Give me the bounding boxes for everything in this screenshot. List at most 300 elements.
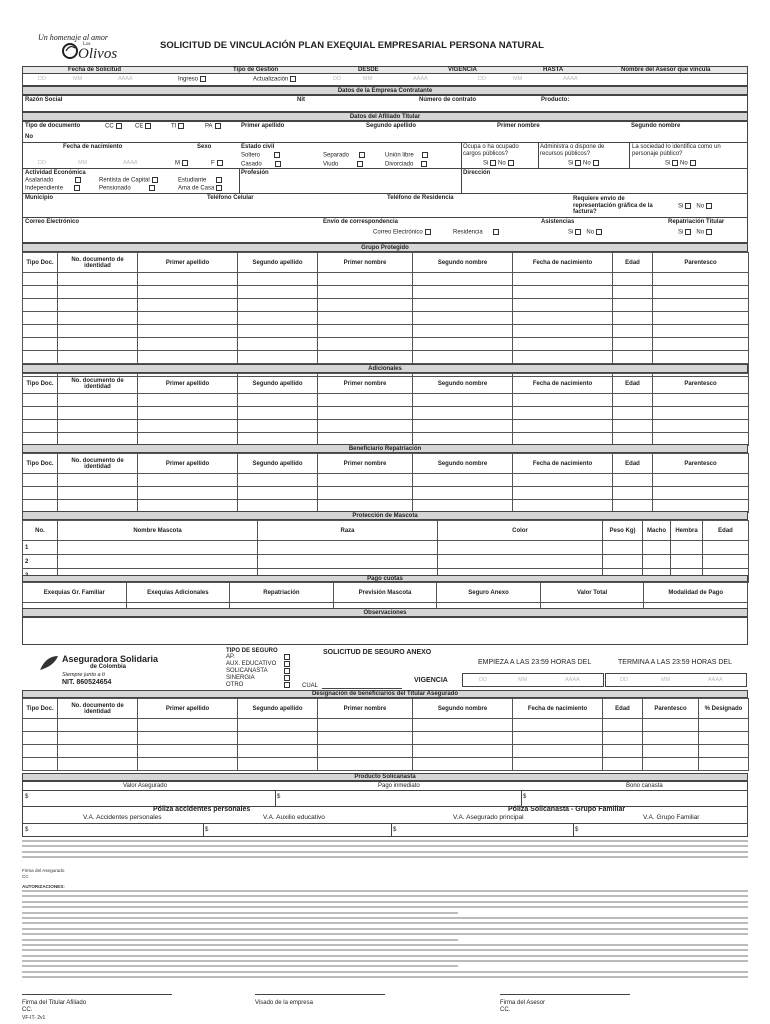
- grupo-header: Grupo Protegido: [22, 243, 748, 252]
- poliza-solicanasta-label: Póliza Solicanasta - Grupo Familiar: [508, 806, 626, 813]
- mm-placeholder[interactable]: MM: [73, 76, 83, 82]
- envio-correo-checkbox[interactable]: [425, 229, 431, 235]
- adicionales-col-4: Primer nombre: [318, 374, 413, 394]
- vig-desde-mm: MM: [518, 677, 528, 683]
- tel-celular-label: Teléfono Celular: [207, 195, 254, 201]
- solicanasta-header: Producto Solicanasta: [22, 773, 748, 781]
- observaciones-header: Observaciones: [22, 608, 748, 617]
- asistencias-si-label: Si: [568, 229, 574, 236]
- actualizacion-option[interactable]: [253, 76, 296, 83]
- ce-label: CE: [135, 123, 144, 130]
- requiere-si-label: Si: [678, 203, 684, 210]
- tipo-doc-label: Tipo de documento: [25, 123, 81, 129]
- fine-print-line: [22, 890, 748, 892]
- primer-apellido-label: Primer apellido: [241, 123, 285, 129]
- firma-titular-cc: CC.: [22, 1007, 33, 1013]
- beneficiario-col-4: Primer nombre: [318, 454, 413, 474]
- aseguradora-leaf-icon: [38, 654, 60, 672]
- divorciado-option[interactable]: [385, 161, 427, 168]
- actividad-label: Actividad Económica: [25, 170, 86, 176]
- aseguradora-country: de Colombia: [90, 664, 127, 670]
- union-checkbox[interactable]: [422, 152, 428, 158]
- envio-correo-option[interactable]: [373, 229, 431, 236]
- municipio-label: Municipio: [25, 195, 53, 201]
- envio-residencia-option[interactable]: [453, 229, 499, 236]
- va-acc-currency: $: [25, 827, 29, 833]
- fine-print-line: [22, 851, 748, 853]
- independiente-option[interactable]: [25, 185, 80, 192]
- table-row[interactable]: [23, 474, 749, 487]
- empresa-row: [22, 95, 748, 112]
- seguro-opt-aux[interactable]: AUX. EDUCATIVO: [226, 661, 277, 667]
- ingreso-option[interactable]: [178, 76, 206, 83]
- divorciado-checkbox[interactable]: [421, 161, 427, 167]
- aseguradora-name: Aseguradora Solidaria: [62, 654, 159, 664]
- tipo-gestion-label: Tipo de Gestión: [233, 67, 279, 73]
- m-label: M: [175, 160, 180, 167]
- cc-checkbox[interactable]: [116, 123, 122, 129]
- envio-correo-label: Correo Electrónico: [373, 229, 423, 236]
- table-row[interactable]: [23, 312, 749, 325]
- seguro-ap-checkbox[interactable]: [284, 654, 290, 660]
- requiere-answer[interactable]: [678, 203, 712, 210]
- table-row[interactable]: [23, 745, 749, 758]
- asistencias-no-label: No: [586, 229, 595, 236]
- beneficiario-col-2: Primer apellido: [138, 454, 238, 474]
- adicionales-col-6: Fecha de nacimiento: [513, 374, 613, 394]
- asalariado-checkbox[interactable]: [75, 177, 81, 183]
- designacion-col-1: No. documento de identidad: [58, 699, 138, 719]
- seguro-opt-ap[interactable]: AP.: [226, 654, 235, 660]
- observaciones-field[interactable]: [22, 617, 748, 645]
- seguro-opt-solicanasta[interactable]: SOLICANASTA: [226, 668, 268, 674]
- ti-label: TI: [171, 123, 177, 130]
- separado-option[interactable]: [323, 152, 365, 159]
- adicionales-header: Adicionales: [22, 364, 748, 373]
- casado-label: Casado: [241, 161, 262, 168]
- mascota-col-edad: Edad: [703, 521, 749, 541]
- adicionales-col-2: Primer apellido: [138, 374, 238, 394]
- segundo-nombre-label: Segundo nombre: [631, 123, 681, 129]
- designacion-col-7: Edad: [603, 699, 643, 719]
- table-row[interactable]: [23, 719, 749, 732]
- table-row[interactable]: [23, 420, 749, 433]
- correo-label: Correo Electrónico: [25, 219, 80, 225]
- cual-field[interactable]: [322, 688, 402, 689]
- fine-print-line: [22, 928, 748, 930]
- seguro-solicanasta-checkbox[interactable]: [284, 668, 290, 674]
- pago-col-total: Valor Total: [540, 583, 644, 603]
- fine-print-line: [22, 976, 748, 978]
- table-row[interactable]: [23, 325, 749, 338]
- designacion-col-5: Segundo nombre: [413, 699, 513, 719]
- designacion-header: Designación de beneficiarios del Titular Asegurado: [22, 690, 748, 698]
- no-label: No: [25, 134, 33, 140]
- designacion-col-4: Primer nombre: [318, 699, 413, 719]
- q3-answer[interactable]: [665, 160, 696, 167]
- asistencias-si-checkbox[interactable]: [575, 229, 581, 235]
- pensionado-label: Pensionado: [99, 185, 131, 192]
- ce-checkbox[interactable]: [145, 123, 151, 129]
- mascota-table: [22, 520, 748, 583]
- sexo-m-option[interactable]: [175, 160, 188, 167]
- tipo-seguro-label: TIPO DE SEGURO: [226, 648, 278, 654]
- designacion-col-3: Segundo apellido: [238, 699, 318, 719]
- requiere-si-checkbox[interactable]: [685, 203, 691, 209]
- valor-asegurado-label: Valor Asegurado: [123, 783, 167, 789]
- asistencias-label: Asistencias: [541, 219, 575, 225]
- viudo-option[interactable]: [323, 161, 363, 168]
- vigencia-hasta-field[interactable]: [605, 673, 747, 687]
- rentista-option[interactable]: [99, 177, 158, 184]
- union-option[interactable]: [385, 152, 428, 159]
- visado-line[interactable]: [255, 994, 385, 995]
- primer-nombre-label: Primer nombre: [497, 123, 540, 129]
- table-row[interactable]: [23, 555, 749, 569]
- fine-print-line: [22, 949, 748, 951]
- mascota-col-raza: Raza: [258, 521, 438, 541]
- repatriacion-no-checkbox[interactable]: [706, 229, 712, 235]
- nac-aaaa[interactable]: AAAA: [123, 160, 138, 166]
- estudiante-checkbox[interactable]: [216, 177, 222, 183]
- grupo-col-7: Edad: [613, 253, 653, 273]
- desde-dd[interactable]: DD: [333, 76, 341, 82]
- seguro-opt-otro[interactable]: OTRO: [226, 682, 244, 688]
- q3-text: La sociedad lo identifica como un personaje público?: [632, 144, 721, 157]
- grupo-col-8: Parentesco: [653, 253, 749, 273]
- hasta-label: HASTA: [543, 67, 564, 73]
- logo-tagline: Un homenaje al amor: [38, 33, 108, 42]
- fine-print-line: [22, 944, 748, 946]
- fine-print-line: [22, 901, 748, 903]
- grupo-table: [22, 252, 748, 377]
- fine-print-line: [22, 922, 748, 924]
- f-label: F: [211, 160, 215, 167]
- valor-currency: $: [25, 794, 29, 800]
- union-label: Unión libre: [385, 152, 414, 159]
- q3-si-label: Si: [665, 160, 671, 167]
- q2-si-label: Si: [568, 160, 574, 167]
- beneficiario-col-1: No. documento de identidad: [58, 454, 138, 474]
- beneficiario-col-7: Edad: [613, 454, 653, 474]
- adicionales-col-7: Edad: [613, 374, 653, 394]
- fecha-nac-label: Fecha de nacimiento: [63, 144, 123, 150]
- fine-print-top: [22, 840, 748, 862]
- requiere-label: Requiere envío de representación gráfica de la factura?: [573, 196, 653, 215]
- adicionales-table: [22, 373, 748, 446]
- sexo-f-option[interactable]: [211, 160, 223, 167]
- desde-aaaa[interactable]: AAAA: [413, 76, 428, 82]
- contrato-label: Número de contrato: [419, 97, 477, 103]
- adicionales-col-8: Parentesco: [653, 374, 749, 394]
- vig-desde-dd: DD: [479, 677, 487, 683]
- ama-label: Ama de Casa: [178, 185, 215, 192]
- aaaa-placeholder[interactable]: AAAA: [118, 76, 133, 82]
- bono-currency: $: [523, 794, 527, 800]
- separado-label: Separado: [323, 152, 350, 159]
- autorizaciones-label: AUTORIZACIONES:: [22, 884, 65, 889]
- profesion-label: Profesión: [241, 170, 269, 176]
- hasta-aaaa[interactable]: AAAA: [563, 76, 578, 82]
- ingreso-checkbox[interactable]: [200, 76, 206, 82]
- envio-label: Envío de correspondencia: [323, 219, 399, 225]
- grupo-col-5: Segundo nombre: [413, 253, 513, 273]
- hasta-dd[interactable]: DD: [478, 76, 486, 82]
- table-row[interactable]: [23, 407, 749, 420]
- table-row[interactable]: [23, 273, 749, 286]
- viudo-label: Viudo: [323, 161, 339, 168]
- fine-print-line: [22, 917, 748, 919]
- rentista-checkbox[interactable]: [152, 177, 158, 183]
- solicanasta-section: [22, 781, 748, 837]
- asalariado-label: Asalariado: [25, 177, 54, 184]
- beneficiario-col-8: Parentesco: [653, 454, 749, 474]
- firma-asesor-line[interactable]: [500, 994, 630, 995]
- nac-mm[interactable]: MM: [78, 160, 88, 166]
- mascota-col-color: Color: [438, 521, 603, 541]
- vigencia-desde-field[interactable]: [462, 673, 604, 687]
- designacion-col-9: % Designado: [699, 699, 749, 719]
- beneficiario-col-3: Segundo apellido: [238, 454, 318, 474]
- seguro-anexo-title: SOLICITUD DE SEGURO ANEXO: [323, 649, 432, 656]
- separado-checkbox[interactable]: [359, 152, 365, 158]
- envio-residencia-checkbox[interactable]: [493, 229, 499, 235]
- vig-hasta-aaaa: AAAA: [708, 677, 723, 683]
- pa-label: PA: [205, 123, 213, 130]
- m-checkbox[interactable]: [182, 160, 188, 166]
- repatriacion-answer[interactable]: [678, 229, 712, 236]
- fecha-solicitud-label: Fecha de Solicitud: [68, 67, 122, 73]
- beneficiario-col-6: Fecha de nacimiento: [513, 454, 613, 474]
- pensionado-checkbox[interactable]: [149, 185, 155, 191]
- empresa-header: Datos de la Empresa Contratante: [22, 86, 748, 95]
- mascota-col-macho: Macho: [643, 521, 671, 541]
- pa-checkbox[interactable]: [215, 123, 221, 129]
- q3-no-label: No: [680, 160, 688, 167]
- top-row: [22, 66, 748, 86]
- table-row[interactable]: [23, 299, 749, 312]
- tipo-seguro-block: [226, 648, 296, 692]
- designacion-table: [22, 698, 748, 771]
- estudiante-option[interactable]: [178, 177, 222, 184]
- soltero-checkbox[interactable]: [274, 152, 280, 158]
- ce-option[interactable]: [135, 123, 151, 130]
- adicionales-col-0: Tipo Doc.: [23, 374, 58, 394]
- va-aux-currency: $: [205, 827, 209, 833]
- grupo-col-6: Fecha de nacimiento: [513, 253, 613, 273]
- independiente-checkbox[interactable]: [74, 185, 80, 191]
- beneficiario-col-0: Tipo Doc.: [23, 454, 58, 474]
- q1-answer[interactable]: [483, 160, 514, 167]
- va-auxilio-label: V.A. Auxilio educativo: [263, 814, 325, 821]
- q2-text: Administra o dispone de recursos públicos?: [540, 144, 605, 157]
- designacion-col-8: Parentesco: [643, 699, 699, 719]
- seguro-otro-checkbox[interactable]: [284, 682, 290, 688]
- cual-label: CUAL: [302, 683, 319, 689]
- repatriacion-no-label: No: [696, 229, 705, 236]
- afiliado-section: [22, 121, 748, 243]
- nit-label: Nit: [297, 97, 305, 103]
- sexo-label: Sexo: [197, 144, 212, 150]
- f-checkbox[interactable]: [217, 160, 223, 166]
- cc-asegurado-label: CC: [22, 874, 29, 879]
- empieza-label: EMPIEZA A LAS 23:59 HORAS DEL: [478, 659, 592, 666]
- vig-hasta-mm: MM: [661, 677, 671, 683]
- ingreso-label: Ingreso: [178, 76, 199, 83]
- hasta-mm[interactable]: MM: [513, 76, 523, 82]
- pago-currency: $: [277, 794, 281, 800]
- firma-asegurado-label: Firma del Asegurado: [22, 868, 65, 873]
- fine-print-line: [22, 971, 748, 973]
- seguro-sinergia-checkbox[interactable]: [284, 675, 290, 681]
- termina-label: TERMINA A LAS 23:59 HORAS DEL: [618, 659, 732, 666]
- envio-residencia-label: Residencia: [453, 229, 483, 236]
- form-code: VF-IT- 2v1: [22, 1015, 46, 1021]
- grupo-col-1: No. documento de identidad: [58, 253, 138, 273]
- fine-print-line: [22, 955, 748, 957]
- ti-option[interactable]: [171, 123, 184, 130]
- aseguradora-logo: [38, 652, 188, 692]
- mascota-col-hembra: Hembra: [671, 521, 703, 541]
- ama-checkbox[interactable]: [216, 185, 222, 191]
- vigencia-seguro-label: VIGENCIA: [414, 677, 448, 684]
- soltero-option[interactable]: [241, 152, 280, 159]
- segundo-apellido-label: Segundo apellido: [366, 123, 417, 129]
- va-grupo-currency: $: [575, 827, 579, 833]
- pago-col-exequias: Exequias Gr. Familiar: [23, 583, 127, 603]
- cc-option[interactable]: [105, 123, 122, 130]
- beneficiario-col-5: Segundo nombre: [413, 454, 513, 474]
- table-row[interactable]: [23, 758, 749, 771]
- table-row[interactable]: [23, 487, 749, 500]
- grupo-col-4: Primer nombre: [318, 253, 413, 273]
- mascota-col-no: No.: [23, 521, 58, 541]
- actualizacion-label: Actualización: [253, 76, 289, 83]
- casado-option[interactable]: [241, 161, 281, 168]
- q2-si-checkbox[interactable]: [575, 160, 581, 166]
- repatriacion-si-label: Si: [678, 229, 684, 236]
- asalariado-option[interactable]: [25, 177, 81, 184]
- q1-text: Ocupa o ha ocupado cargos públicos?: [463, 144, 519, 157]
- estado-civil-label: Estado civil: [241, 144, 275, 150]
- direccion-label: Dirección: [463, 170, 491, 176]
- q1-si-checkbox[interactable]: [490, 160, 496, 166]
- pa-option[interactable]: [205, 123, 221, 130]
- cc-label: CC: [105, 123, 114, 130]
- designacion-col-2: Primer apellido: [138, 699, 238, 719]
- va-grupo-label: V.A. Grupo Familiar: [643, 814, 700, 821]
- grupo-col-0: Tipo Doc.: [23, 253, 58, 273]
- soltero-label: Soltero: [241, 152, 261, 159]
- q3-no-checkbox[interactable]: [690, 160, 696, 166]
- q2-answer[interactable]: [568, 160, 599, 167]
- aseguradora-slogan: Siempre junto a ti: [62, 672, 105, 678]
- vig-desde-aaaa: AAAA: [565, 677, 580, 683]
- asistencias-answer[interactable]: [568, 229, 602, 236]
- desde-mm[interactable]: MM: [363, 76, 373, 82]
- fine-print-line: [22, 895, 748, 897]
- q1-si-label: Si: [483, 160, 489, 167]
- ama-option[interactable]: [178, 185, 222, 192]
- pago-col-repatriacion: Repatriación: [230, 583, 334, 603]
- va-accidentes-label: V.A. Accidentes personales: [83, 814, 162, 821]
- table-row[interactable]: [23, 394, 749, 407]
- q2-no-label: No: [583, 160, 591, 167]
- adicionales-col-5: Segundo nombre: [413, 374, 513, 394]
- table-row[interactable]: [23, 338, 749, 351]
- grupo-col-2: Primer apellido: [138, 253, 238, 273]
- pensionado-option[interactable]: [99, 185, 155, 192]
- seguro-opt-sinergia[interactable]: SINERGIA: [226, 675, 255, 681]
- q3-si-checkbox[interactable]: [672, 160, 678, 166]
- fine-print-line: [22, 933, 748, 935]
- firma-asesor-label: Firma del Asesor: [500, 1000, 546, 1006]
- firma-titular-line[interactable]: [22, 994, 172, 995]
- grupo-col-3: Segundo apellido: [238, 253, 318, 273]
- logo: [38, 33, 158, 63]
- ti-checkbox[interactable]: [178, 123, 184, 129]
- divorciado-label: Divorciado: [385, 161, 414, 168]
- visado-label: Visado de la empresa: [255, 1000, 313, 1006]
- casado-checkbox[interactable]: [275, 161, 281, 167]
- aseguradora-nit: NIT. 860524654: [62, 679, 112, 686]
- designacion-col-6: Fecha de nacimiento: [513, 699, 603, 719]
- nac-dd[interactable]: DD: [38, 160, 46, 166]
- table-row[interactable]: [23, 351, 749, 364]
- fine-print-line: [22, 845, 748, 847]
- razon-social-label: Razón Social: [25, 97, 63, 103]
- beneficiario-header: Beneficiario Repatriación: [22, 444, 748, 453]
- fine-print-line: [22, 912, 458, 914]
- q1-no-label: No: [498, 160, 506, 167]
- viudo-checkbox[interactable]: [357, 161, 363, 167]
- olive-logo-icon: [60, 42, 80, 60]
- va-principal-currency: $: [393, 827, 397, 833]
- asistencias-no-checkbox[interactable]: [596, 229, 602, 235]
- fine-print-line: [22, 856, 748, 858]
- repatriacion-titular-label: Repatriación Titular: [668, 219, 725, 225]
- seguro-aux-checkbox[interactable]: [284, 661, 290, 667]
- rentista-label: Rentista de Capital: [99, 177, 150, 184]
- vigencia-label: VIGENCIA: [448, 67, 478, 73]
- independiente-label: Independiente: [25, 185, 64, 192]
- firma-asesor-cc: CC.: [500, 1007, 511, 1013]
- q2-no-checkbox[interactable]: [593, 160, 599, 166]
- logo-brand: Olivos: [78, 46, 118, 62]
- repatriacion-si-checkbox[interactable]: [685, 229, 691, 235]
- requiere-no-checkbox[interactable]: [706, 203, 712, 209]
- table-row[interactable]: [23, 541, 749, 555]
- mascota-col-nombre: Nombre Mascota: [58, 521, 258, 541]
- page-title: SOLICITUD DE VINCULACIÓN PLAN EXEQUIAL EMPRESARIAL PERSONA NATURAL: [160, 40, 544, 51]
- logo-brand-small: Los: [83, 42, 91, 47]
- estudiante-label: Estudiante: [178, 177, 207, 184]
- beneficiario-table: [22, 453, 748, 513]
- fine-print-line: [22, 939, 458, 941]
- table-row[interactable]: [23, 732, 749, 745]
- fine-print-line: [22, 906, 748, 908]
- pago-col-seguro: Seguro Anexo: [437, 583, 541, 603]
- mascota-row-num: 2: [23, 555, 58, 569]
- producto-label: Producto:: [541, 97, 570, 103]
- mascota-col-peso: Peso Kg): [603, 521, 643, 541]
- asesor-label: Nombre del Asesor que vincula: [621, 67, 711, 73]
- table-row[interactable]: [23, 286, 749, 299]
- dd-placeholder[interactable]: DD: [38, 76, 46, 82]
- q1-no-checkbox[interactable]: [508, 160, 514, 166]
- actualizacion-checkbox[interactable]: [290, 76, 296, 82]
- mascota-row-num: 1: [23, 541, 58, 555]
